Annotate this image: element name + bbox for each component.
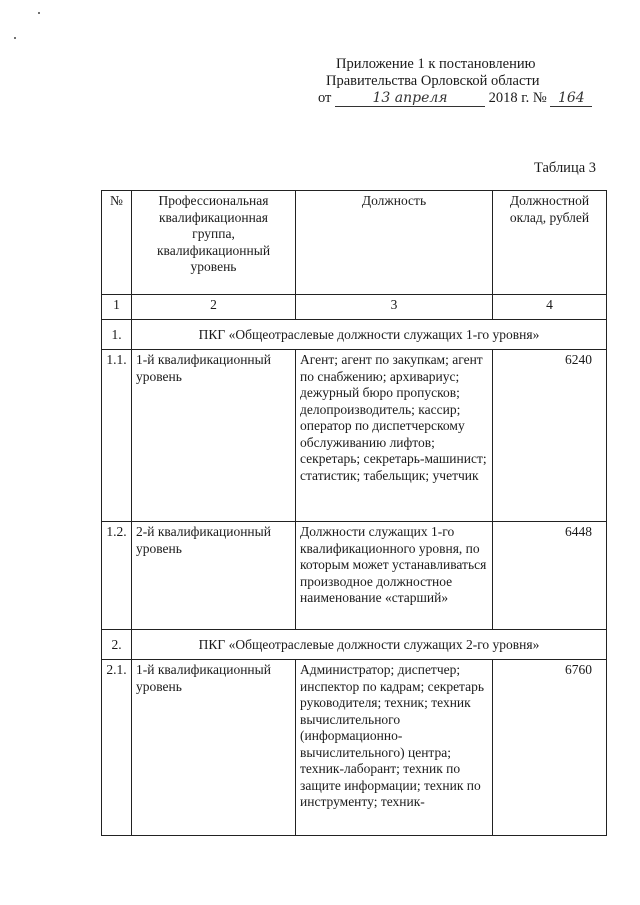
- group-row: [102, 320, 607, 350]
- group-title: ПКГ «Общеотраслевые должности служащих 1-го уровня»: [132, 320, 607, 350]
- row-level: 1-й квалификационный уровень: [132, 660, 296, 836]
- group-number: 1.: [102, 320, 132, 350]
- table-header-row: [102, 191, 607, 295]
- group-title: ПКГ «Общеотраслевые должности служащих 2-го уровня»: [132, 630, 607, 660]
- row-number: 1.1.: [102, 350, 132, 522]
- header-year: 2018 г. №: [488, 90, 547, 106]
- row-positions: Агент; агент по закупкам; агент по снабжению; архивариус; дежурный бюро пропусков; делопроизводитель; кассир; оператор по диспетчерскому обслуживанию лифтов; секретарь; секретарь-машинист; статистик; табельщик; учетчик: [296, 350, 493, 522]
- document-header: [318, 56, 618, 107]
- handwritten-date: 13 апреля: [335, 91, 485, 107]
- scan-speck: [14, 37, 16, 39]
- column-index: 1: [102, 295, 132, 320]
- table-row: [102, 660, 607, 836]
- row-salary: 6240: [493, 350, 607, 522]
- row-level: 1-й квалификационный уровень: [132, 350, 296, 522]
- column-index-row: [102, 295, 607, 320]
- header-cell-position: Должность: [296, 191, 493, 295]
- header-line-government: Правительства Орловской области: [326, 73, 540, 89]
- header-line-date-number: [318, 90, 618, 107]
- header-prefix: от: [318, 90, 332, 106]
- row-level: 2-й квалификационный уровень: [132, 522, 296, 630]
- table-row: [102, 350, 607, 522]
- group-row: [102, 630, 607, 660]
- header-line-appendix: Приложение 1 к постановлению: [336, 56, 536, 72]
- scan-speck: [38, 12, 40, 14]
- column-index: 3: [296, 295, 493, 320]
- handwritten-number: 164: [550, 91, 592, 107]
- table-label: Таблица 3: [534, 160, 597, 176]
- row-salary: 6760: [493, 660, 607, 836]
- row-positions: Администратор; диспетчер; инспектор по кадрам; секретарь руководителя; техник; техник вычислительного (информационно-вычислительного) центра; техник-лаборант; техник по защите информации; техник по инструменту; техник-: [296, 660, 493, 836]
- row-number: 2.1.: [102, 660, 132, 836]
- column-index: 4: [493, 295, 607, 320]
- header-cell-number: №: [102, 191, 132, 295]
- salary-table: [101, 190, 607, 836]
- row-salary: 6448: [493, 522, 607, 630]
- column-index: 2: [132, 295, 296, 320]
- table-row: [102, 522, 607, 630]
- row-number: 1.2.: [102, 522, 132, 630]
- header-cell-group: Профессиональная квалификационная группа, квалификационный уровень: [132, 191, 296, 295]
- row-positions: Должности служащих 1-го квалификационного уровня, по которым может устанавливаться производное должностное наименование «старший»: [296, 522, 493, 630]
- group-number: 2.: [102, 630, 132, 660]
- header-cell-salary: Должностной оклад, рублей: [493, 191, 607, 295]
